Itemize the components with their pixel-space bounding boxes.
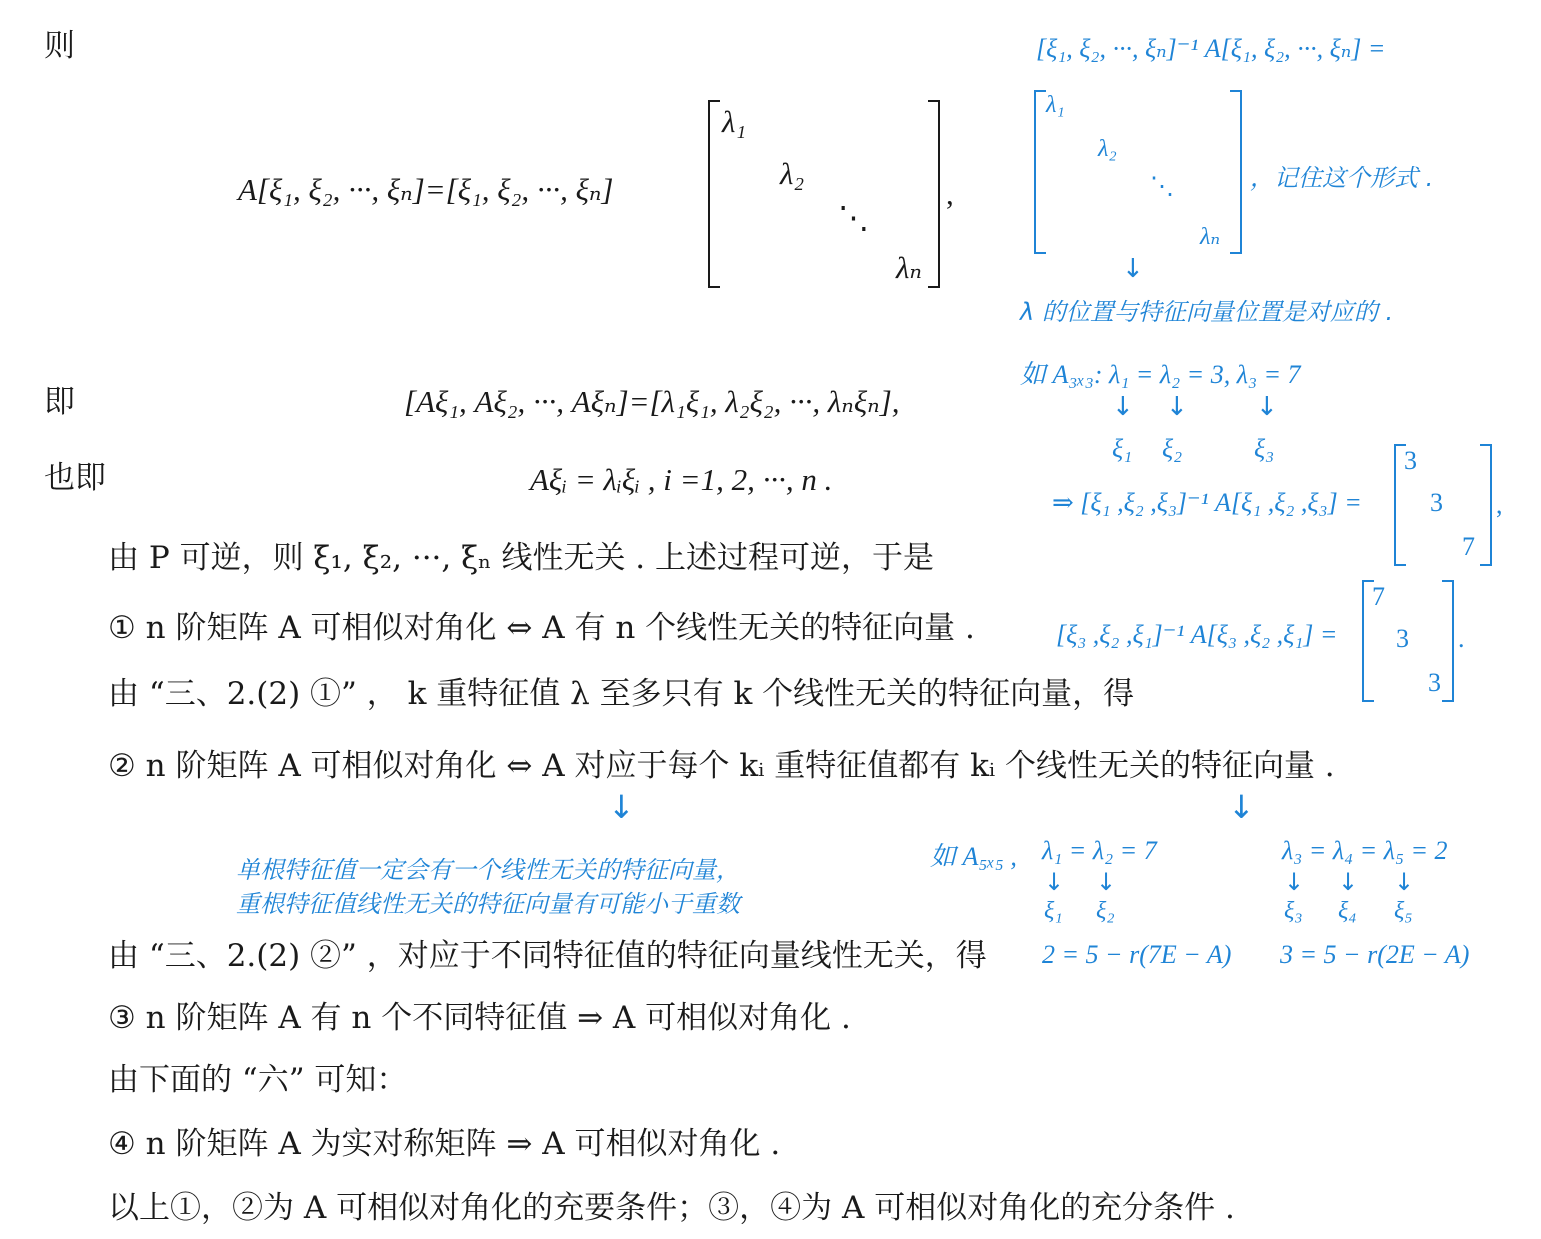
eq3: Aξᵢ = λᵢξᵢ , i =1, 2, ···, n . xyxy=(530,462,833,497)
note-lambda-position: λ 的位置与特征向量位置是对应的 . xyxy=(1020,298,1394,326)
ex1-tail: , xyxy=(1496,490,1503,519)
ex3-rank1: 2 = 5 − r(7E − A) xyxy=(1042,940,1232,969)
eq1-m2: λ₂ xyxy=(780,156,805,191)
ex2-eq: [ξ₃ ,ξ₂ ,ξ₁]⁻¹ A[ξ₃ ,ξ₂ ,ξ₁] = xyxy=(1056,620,1338,649)
arrow-down-icon: ↓ xyxy=(1122,254,1144,284)
ex3-v2: ξ₂ xyxy=(1096,898,1115,924)
ex3-v1: ξ₁ xyxy=(1044,898,1063,924)
arrow-down-icon: ↓ xyxy=(1394,868,1415,896)
ex3-head: 如 A₅ₓ₅ , xyxy=(930,842,1017,871)
ex1-eq: ⇒ [ξ₁ ,ξ₂ ,ξ₃]⁻¹ A[ξ₁ ,ξ₂ ,ξ₃] = xyxy=(1052,488,1362,517)
arrow-down-icon: ↓ xyxy=(1228,788,1255,826)
arrow-down-icon: ↓ xyxy=(1338,868,1359,896)
para-k-multiple: 由 “三、2.(2) ①” ， k 重特征值 λ 至多只有 k 个线性无关的特征向量，得 xyxy=(108,676,1135,712)
ex1-v3: ξ₃ xyxy=(1254,434,1275,463)
ex1-v1: ξ₁ xyxy=(1112,434,1133,463)
item-4: ④ n 阶矩阵 A 为实对称矩阵 ⇒ A 可相似对角化 . xyxy=(108,1126,781,1162)
eq1-m1: λ₁ xyxy=(722,104,747,139)
arrow-down-icon: ↓ xyxy=(1256,392,1278,422)
arrow-down-icon: ↓ xyxy=(1166,392,1188,422)
arrow-down-icon: ↓ xyxy=(1112,392,1134,422)
ex3-v5: ξ₅ xyxy=(1394,898,1413,924)
ex3-rank2: 3 = 5 − r(2E − A) xyxy=(1280,940,1470,969)
item-1: ① n 阶矩阵 A 可相似对角化 ⇔ A 有 n 个线性无关的特征向量 . xyxy=(108,610,975,646)
eq2: [Aξ₁, Aξ₂, ···, Aξₙ]=[λ₁ξ₁, λ₂ξ₂, ···, λₙξₙ], xyxy=(404,384,900,419)
arrow-down-icon: ↓ xyxy=(1044,868,1065,896)
label-ji: 即 xyxy=(44,384,75,420)
note-single-root: 单根特征值一定会有一个线性无关的特征向量， xyxy=(236,856,740,884)
para-p-invertible: 由 P 可逆，则 ξ₁, ξ₂, ···, ξₙ 线性无关 . 上述过程可逆，于是 xyxy=(108,540,935,576)
ex3-v4: ξ₄ xyxy=(1338,898,1357,924)
eq1-tail: , xyxy=(946,176,954,211)
item-2: ② n 阶矩阵 A 可相似对角化 ⇔ A 对应于每个 kᵢ 重特征值都有 kᵢ 个线性无关的特征向量 . xyxy=(108,748,1335,784)
label-ze: 则 xyxy=(44,28,75,64)
ex3-v3: ξ₃ xyxy=(1284,898,1303,924)
note-diag-form: [ξ₁, ξ₂, ···, ξₙ]⁻¹ A[ξ₁, ξ₂, ···, ξₙ] = xyxy=(1036,34,1386,63)
ex1-v2: ξ₂ xyxy=(1162,434,1183,463)
eq1-mn: λₙ xyxy=(896,250,922,285)
ex1-head: 如 A₃ₓ₃: λ₁ = λ₂ = 3, λ₃ = 7 xyxy=(1020,360,1301,389)
ex3-l2: λ₃ = λ₄ = λ₅ = 2 xyxy=(1282,836,1448,865)
note-remember: ，记住这个形式 . xyxy=(1250,164,1434,192)
note-multiple-root: 重根特征值线性无关的特征向量有可能小于重数 xyxy=(236,890,740,918)
item-3: ③ n 阶矩阵 A 有 n 个不同特征值 ⇒ A 可相似对角化 . xyxy=(108,1000,851,1036)
label-yeji: 也即 xyxy=(44,460,106,496)
arrow-down-icon: ↓ xyxy=(608,788,635,826)
para-distinct: 由 “三、2.(2) ②” ，对应于不同特征值的特征向量线性无关，得 xyxy=(108,938,987,974)
arrow-down-icon: ↓ xyxy=(1096,868,1117,896)
ex2-tail: . xyxy=(1458,624,1465,653)
eq1-dots: ⋱ xyxy=(838,200,869,235)
arrow-down-icon: ↓ xyxy=(1284,868,1305,896)
para-section-six: 由下面的 “六” 可知： xyxy=(108,1062,408,1098)
para-summary: 以上①，②为 A 可相似对角化的充要条件；③，④为 A 可相似对角化的充分条件 . xyxy=(108,1190,1235,1226)
ex3-l1: λ₁ = λ₂ = 7 xyxy=(1042,836,1157,865)
eq1-lhs: A[ξ₁, ξ₂, ···, ξₙ]=[ξ₁, ξ₂, ···, ξₙ] xyxy=(238,172,614,207)
